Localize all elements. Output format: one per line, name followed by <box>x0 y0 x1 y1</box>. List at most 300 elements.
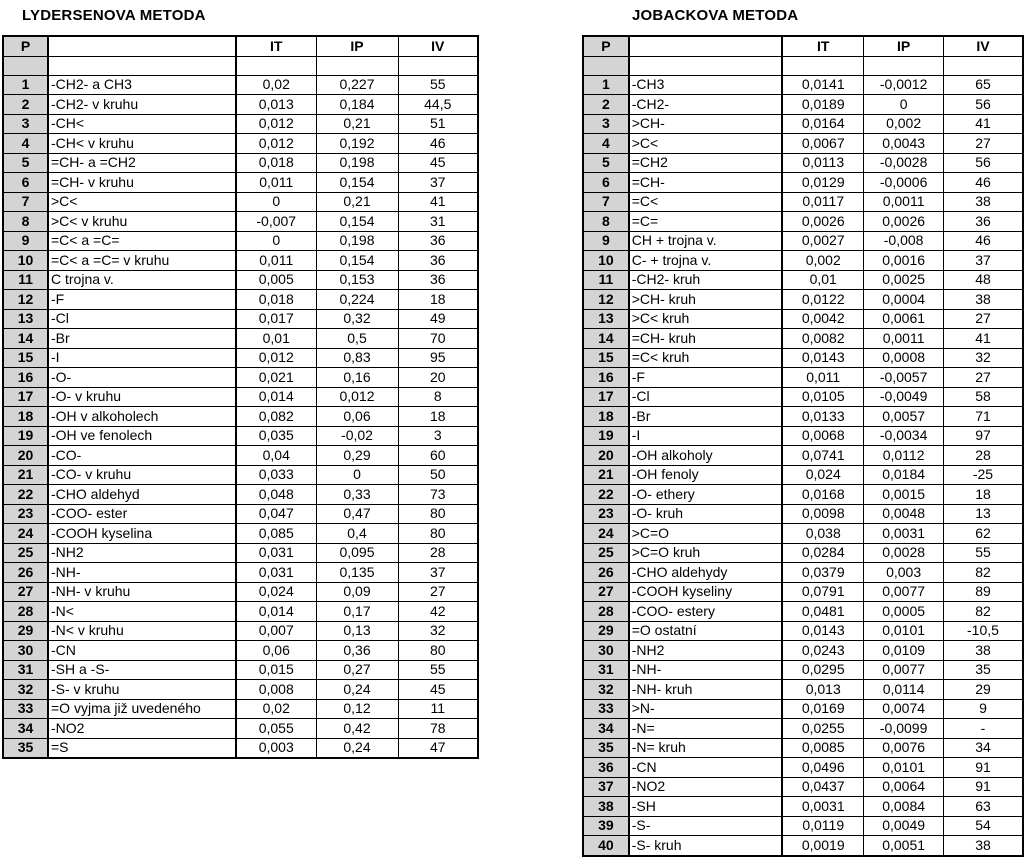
iv-value: 46 <box>398 134 478 154</box>
ip-value: 0,42 <box>316 719 398 739</box>
ip-value: 0,0184 <box>864 465 944 485</box>
iv-value: 35 <box>943 660 1023 680</box>
it-value: 0 <box>236 231 316 251</box>
iv-value: 80 <box>398 524 478 544</box>
ip-value: 0,27 <box>316 660 398 680</box>
it-value: 0,015 <box>236 660 316 680</box>
group-name: -NH2 <box>629 641 782 661</box>
table-row <box>583 699 1023 719</box>
iv-value: 18 <box>398 407 478 427</box>
ip-value: 0,0074 <box>864 699 944 719</box>
ip-value: 0,012 <box>316 387 398 407</box>
row-number: 21 <box>583 465 629 485</box>
it-value: 0,0481 <box>782 602 864 622</box>
blank-cell <box>48 56 236 75</box>
group-name: -S- kruh <box>629 836 782 856</box>
group-name: =C= <box>629 212 782 232</box>
iv-value: 47 <box>398 738 478 758</box>
row-number: 7 <box>3 192 48 212</box>
table-row <box>583 563 1023 583</box>
row-number: 11 <box>583 270 629 290</box>
table-row <box>3 699 478 719</box>
ip-value: 0,06 <box>316 407 398 427</box>
row-number: 27 <box>3 582 48 602</box>
ip-value: 0,0061 <box>864 309 944 329</box>
row-number: 33 <box>3 699 48 719</box>
ip-value: 0,83 <box>316 348 398 368</box>
group-name: -CH2- <box>629 95 782 115</box>
ip-value: 0,227 <box>316 75 398 95</box>
row-number: 19 <box>3 426 48 446</box>
iv-value: 9 <box>943 699 1023 719</box>
it-value: 0,0085 <box>782 738 864 758</box>
row-number: 37 <box>583 777 629 797</box>
ip-value: -0,008 <box>864 231 944 251</box>
group-name: -NH- <box>48 563 236 583</box>
table-row <box>583 75 1023 95</box>
iv-value: 89 <box>943 582 1023 602</box>
iv-value: 18 <box>943 485 1023 505</box>
it-value: 0,01 <box>236 329 316 349</box>
iv-value: 38 <box>943 836 1023 856</box>
iv-value: 11 <box>398 699 478 719</box>
group-name: =O vyjma již uvedeného <box>48 699 236 719</box>
group-name: -O- v kruhu <box>48 387 236 407</box>
iv-value: 36 <box>398 251 478 271</box>
ip-value: 0,24 <box>316 680 398 700</box>
group-name: >C< <box>48 192 236 212</box>
table-row <box>583 641 1023 661</box>
column-header-iv: IV <box>943 36 1023 56</box>
ip-value: 0,0011 <box>864 329 944 349</box>
ip-value: -0,0028 <box>864 153 944 173</box>
row-number: 16 <box>583 368 629 388</box>
iv-value: -25 <box>943 465 1023 485</box>
it-value: 0,012 <box>236 348 316 368</box>
it-value: 0,082 <box>236 407 316 427</box>
blank-cell <box>864 56 944 75</box>
group-name: -CO- <box>48 446 236 466</box>
group-name: -NO2 <box>629 777 782 797</box>
table-row <box>3 251 478 271</box>
it-value: 0,0067 <box>782 134 864 154</box>
iv-value: 70 <box>398 329 478 349</box>
iv-value: 20 <box>398 368 478 388</box>
table-row <box>583 777 1023 797</box>
row-number: 27 <box>583 582 629 602</box>
row-number: 5 <box>3 153 48 173</box>
table-row <box>3 309 478 329</box>
row-number: 32 <box>3 680 48 700</box>
ip-value: 0,4 <box>316 524 398 544</box>
ip-value: 0,0049 <box>864 816 944 836</box>
group-name: -SH a -S- <box>48 660 236 680</box>
table-row <box>3 426 478 446</box>
iv-value: 37 <box>398 173 478 193</box>
ip-value: 0,29 <box>316 446 398 466</box>
table-row <box>3 231 478 251</box>
ip-value: 0,0043 <box>864 134 944 154</box>
row-number: 29 <box>3 621 48 641</box>
iv-value: 60 <box>398 446 478 466</box>
ip-value: 0,0084 <box>864 797 944 817</box>
group-name: -NH- v kruhu <box>48 582 236 602</box>
row-number: 22 <box>583 485 629 505</box>
it-value: 0,012 <box>236 134 316 154</box>
iv-value: 45 <box>398 153 478 173</box>
it-value: -0,007 <box>236 212 316 232</box>
table-row <box>583 485 1023 505</box>
row-number: 34 <box>583 719 629 739</box>
iv-value: 54 <box>943 816 1023 836</box>
column-header-ip: IP <box>316 36 398 56</box>
row-number: 9 <box>583 231 629 251</box>
ip-value: 0,0016 <box>864 251 944 271</box>
ip-value: 0,0028 <box>864 543 944 563</box>
table-row <box>3 329 478 349</box>
row-number: 21 <box>3 465 48 485</box>
table-row <box>3 582 478 602</box>
row-number: 12 <box>3 290 48 310</box>
row-number: 15 <box>583 348 629 368</box>
it-value: 0,0741 <box>782 446 864 466</box>
iv-value: 27 <box>943 368 1023 388</box>
row-number: 9 <box>3 231 48 251</box>
it-value: 0,047 <box>236 504 316 524</box>
table-row <box>583 465 1023 485</box>
iv-value: 36 <box>398 270 478 290</box>
row-number: 31 <box>583 660 629 680</box>
table-row <box>3 621 478 641</box>
iv-value: 36 <box>943 212 1023 232</box>
table-row <box>583 231 1023 251</box>
row-number: 3 <box>583 114 629 134</box>
it-value: 0,0133 <box>782 407 864 427</box>
row-number: 17 <box>3 387 48 407</box>
row-number: 4 <box>583 134 629 154</box>
it-value: 0,035 <box>236 426 316 446</box>
row-number: 5 <box>583 153 629 173</box>
iv-value: 32 <box>398 621 478 641</box>
it-value: 0,0143 <box>782 348 864 368</box>
it-value: 0,01 <box>782 270 864 290</box>
row-number: 28 <box>3 602 48 622</box>
it-value: 0,0169 <box>782 699 864 719</box>
ip-value: -0,0034 <box>864 426 944 446</box>
group-name: -O- <box>48 368 236 388</box>
group-name: -CH3 <box>629 75 782 95</box>
ip-value: 0,13 <box>316 621 398 641</box>
it-value: 0,0119 <box>782 816 864 836</box>
row-number: 25 <box>3 543 48 563</box>
it-value: 0,013 <box>236 95 316 115</box>
it-value: 0,024 <box>236 582 316 602</box>
table-row <box>583 173 1023 193</box>
joback-title: JOBACKOVA METODA <box>632 7 799 24</box>
ip-value: 0,0025 <box>864 270 944 290</box>
row-number: 8 <box>3 212 48 232</box>
group-name: -N< <box>48 602 236 622</box>
ip-value: 0,153 <box>316 270 398 290</box>
ip-value: -0,0006 <box>864 173 944 193</box>
it-value: 0,048 <box>236 485 316 505</box>
row-number: 39 <box>583 816 629 836</box>
row-number: 15 <box>3 348 48 368</box>
table-row <box>583 543 1023 563</box>
iv-value: 18 <box>398 290 478 310</box>
iv-value: 46 <box>943 173 1023 193</box>
row-number: 33 <box>583 699 629 719</box>
group-name: >C=O <box>629 524 782 544</box>
column-header-it: IT <box>782 36 864 56</box>
table-row <box>3 192 478 212</box>
group-name: CH + trojna v. <box>629 231 782 251</box>
column-header-group <box>629 36 782 56</box>
iv-value: 50 <box>398 465 478 485</box>
table-row <box>583 348 1023 368</box>
it-value: 0,031 <box>236 543 316 563</box>
iv-value: 55 <box>398 75 478 95</box>
group-name: -F <box>629 368 782 388</box>
iv-value: 41 <box>943 329 1023 349</box>
ip-value: 0,0114 <box>864 680 944 700</box>
group-name: -CH2- kruh <box>629 270 782 290</box>
it-value: 0,007 <box>236 621 316 641</box>
row-number: 20 <box>583 446 629 466</box>
iv-value: 63 <box>943 797 1023 817</box>
ip-value: 0,198 <box>316 153 398 173</box>
ip-value: 0,0031 <box>864 524 944 544</box>
it-value: 0,005 <box>236 270 316 290</box>
ip-value: 0,17 <box>316 602 398 622</box>
ip-value: 0,135 <box>316 563 398 583</box>
it-value: 0,038 <box>782 524 864 544</box>
table-row <box>583 95 1023 115</box>
it-value: 0,018 <box>236 290 316 310</box>
it-value: 0,0117 <box>782 192 864 212</box>
row-number: 25 <box>583 543 629 563</box>
group-name: -COO- ester <box>48 504 236 524</box>
table-row <box>583 816 1023 836</box>
iv-value: 48 <box>943 270 1023 290</box>
table-row <box>3 680 478 700</box>
iv-value: 31 <box>398 212 478 232</box>
row-number: 11 <box>3 270 48 290</box>
it-value: 0,0019 <box>782 836 864 856</box>
iv-value: 38 <box>943 641 1023 661</box>
table-row <box>583 582 1023 602</box>
iv-value: 3 <box>398 426 478 446</box>
iv-value: 91 <box>943 777 1023 797</box>
ip-value: 0,0101 <box>864 621 944 641</box>
row-number: 26 <box>583 563 629 583</box>
it-value: 0,0082 <box>782 329 864 349</box>
column-header-group <box>48 36 236 56</box>
table-row <box>3 212 478 232</box>
row-number: 34 <box>3 719 48 739</box>
iv-value: 82 <box>943 602 1023 622</box>
table-row <box>583 758 1023 778</box>
iv-value: 56 <box>943 95 1023 115</box>
table-row <box>3 563 478 583</box>
row-number: 26 <box>3 563 48 583</box>
it-value: 0,0068 <box>782 426 864 446</box>
it-value: 0,0437 <box>782 777 864 797</box>
ip-value: 0,0011 <box>864 192 944 212</box>
group-name: >C< kruh <box>629 309 782 329</box>
blank-cell <box>3 56 48 75</box>
iv-value: 41 <box>398 192 478 212</box>
row-number: 38 <box>583 797 629 817</box>
blank-cell <box>943 56 1023 75</box>
table-row <box>3 75 478 95</box>
group-name: -CH< v kruhu <box>48 134 236 154</box>
table-row <box>583 602 1023 622</box>
group-name: -NH- kruh <box>629 680 782 700</box>
row-number: 2 <box>3 95 48 115</box>
iv-value: 62 <box>943 524 1023 544</box>
iv-value: 49 <box>398 309 478 329</box>
table-row <box>3 660 478 680</box>
row-number: 4 <box>3 134 48 154</box>
table-row <box>583 446 1023 466</box>
iv-value: - <box>943 719 1023 739</box>
table-row <box>583 680 1023 700</box>
group-name: =C< kruh <box>629 348 782 368</box>
ip-value: 0,0026 <box>864 212 944 232</box>
row-number: 29 <box>583 621 629 641</box>
ip-value: 0,09 <box>316 582 398 602</box>
group-name: -OH fenoly <box>629 465 782 485</box>
iv-value: 34 <box>943 738 1023 758</box>
group-name: -COO- estery <box>629 602 782 622</box>
it-value: 0,04 <box>236 446 316 466</box>
iv-value: 82 <box>943 563 1023 583</box>
it-value: 0,02 <box>236 75 316 95</box>
group-name: >C=O kruh <box>629 543 782 563</box>
ip-value: 0,192 <box>316 134 398 154</box>
group-name: -N< v kruhu <box>48 621 236 641</box>
row-number: 24 <box>583 524 629 544</box>
it-value: 0,0098 <box>782 504 864 524</box>
it-value: 0,0027 <box>782 231 864 251</box>
group-name: -COOH kyselina <box>48 524 236 544</box>
group-name: -S- <box>629 816 782 836</box>
ip-value: 0,0101 <box>864 758 944 778</box>
row-number: 8 <box>583 212 629 232</box>
row-number: 23 <box>3 504 48 524</box>
table-row <box>583 387 1023 407</box>
table-row <box>3 485 478 505</box>
ip-value: 0,0008 <box>864 348 944 368</box>
table-row <box>583 368 1023 388</box>
ip-value: 0,0051 <box>864 836 944 856</box>
table-row <box>583 329 1023 349</box>
table-row <box>583 134 1023 154</box>
lydersen-table <box>2 35 479 759</box>
row-number: 28 <box>583 602 629 622</box>
ip-value: 0,0077 <box>864 582 944 602</box>
it-value: 0,055 <box>236 719 316 739</box>
table-row <box>583 192 1023 212</box>
table-row <box>3 504 478 524</box>
table-row <box>583 660 1023 680</box>
group-name: =CH- a =CH2 <box>48 153 236 173</box>
group-name: -SH <box>629 797 782 817</box>
it-value: 0,06 <box>236 641 316 661</box>
table-row <box>583 212 1023 232</box>
group-name: =CH- v kruhu <box>48 173 236 193</box>
group-name: -I <box>48 348 236 368</box>
ip-value: -0,02 <box>316 426 398 446</box>
group-name: >CH- kruh <box>629 290 782 310</box>
table-row <box>583 309 1023 329</box>
it-value: 0,0105 <box>782 387 864 407</box>
group-name: -O- ethery <box>629 485 782 505</box>
it-value: 0,0164 <box>782 114 864 134</box>
it-value: 0,0042 <box>782 309 864 329</box>
table-row <box>3 446 478 466</box>
group-name: -NH2 <box>48 543 236 563</box>
group-name: -OH v alkoholech <box>48 407 236 427</box>
row-number: 1 <box>583 75 629 95</box>
group-name: =C< a =C= <box>48 231 236 251</box>
ip-value: 0,0048 <box>864 504 944 524</box>
iv-value: 58 <box>943 387 1023 407</box>
ip-value: 0,36 <box>316 641 398 661</box>
row-number: 17 <box>583 387 629 407</box>
ip-value: 0,16 <box>316 368 398 388</box>
iv-value: 8 <box>398 387 478 407</box>
ip-value: 0,21 <box>316 192 398 212</box>
it-value: 0,014 <box>236 387 316 407</box>
iv-value: 56 <box>943 153 1023 173</box>
group-name: >CH- <box>629 114 782 134</box>
row-number: 35 <box>583 738 629 758</box>
it-value: 0,0496 <box>782 758 864 778</box>
iv-value: 65 <box>943 75 1023 95</box>
table-row <box>583 153 1023 173</box>
ip-value: 0,12 <box>316 699 398 719</box>
iv-value: 42 <box>398 602 478 622</box>
it-value: 0,002 <box>782 251 864 271</box>
lydersen-title: LYDERSENOVA METODA <box>22 7 206 24</box>
column-header-p: P <box>583 36 629 56</box>
it-value: 0,013 <box>782 680 864 700</box>
it-value: 0,0255 <box>782 719 864 739</box>
row-number: 18 <box>3 407 48 427</box>
table-row <box>3 465 478 485</box>
group-name: -OH alkoholy <box>629 446 782 466</box>
it-value: 0,033 <box>236 465 316 485</box>
iv-value: 95 <box>398 348 478 368</box>
it-value: 0,0031 <box>782 797 864 817</box>
it-value: 0,0143 <box>782 621 864 641</box>
ip-value: 0,0004 <box>864 290 944 310</box>
group-name: =O ostatní <box>629 621 782 641</box>
group-name: -F <box>48 290 236 310</box>
it-value: 0,031 <box>236 563 316 583</box>
row-number: 12 <box>583 290 629 310</box>
iv-value: 32 <box>943 348 1023 368</box>
iv-value: 55 <box>398 660 478 680</box>
it-value: 0,012 <box>236 114 316 134</box>
it-value: 0,0243 <box>782 641 864 661</box>
table-row <box>3 368 478 388</box>
ip-value: 0,003 <box>864 563 944 583</box>
blank-cell <box>782 56 864 75</box>
it-value: 0,085 <box>236 524 316 544</box>
